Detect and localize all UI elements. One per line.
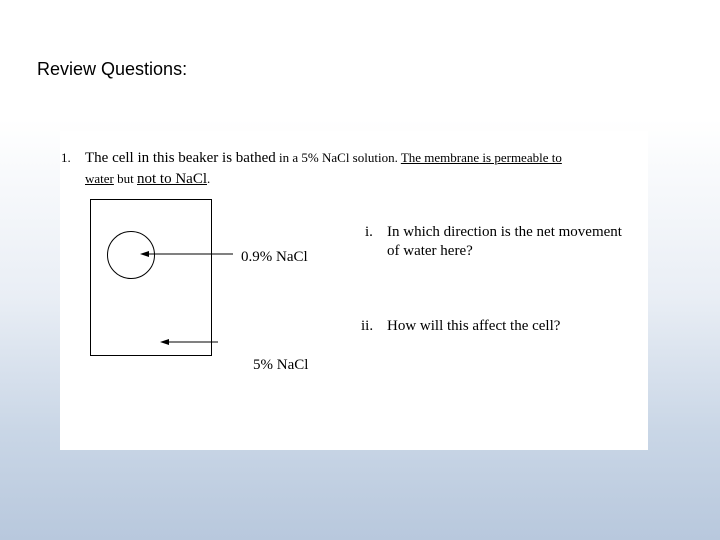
solution-arrowhead: [160, 339, 169, 345]
subquestion-i-line-2: of water here?: [387, 243, 473, 259]
but-word: but: [113, 171, 137, 186]
subquestion-ii-text: How will this affect the cell?: [387, 318, 561, 334]
water-word: water: [85, 171, 114, 186]
subquestion-i-number: i.: [365, 224, 373, 240]
question-text-part-2: in a 5% NaCl solution.: [275, 150, 401, 165]
diagram-arrows: [60, 131, 648, 450]
cell-concentration-label: 0.9% NaCl: [241, 249, 308, 265]
question-number: 1.: [61, 150, 71, 165]
period: .: [207, 171, 211, 186]
not-nacl-phrase: not to NaCl: [137, 171, 207, 187]
subquestion-i-line-1: In which direction is the net movement: [387, 224, 622, 240]
question-text-part-1: The cell in this beaker is bathed: [85, 150, 276, 166]
solution-concentration-label: 5% NaCl: [253, 357, 309, 373]
subquestion-ii-number: ii.: [361, 318, 374, 334]
cell-arrowhead: [140, 251, 149, 257]
membrane-statement: The membrane is permeable to: [400, 150, 562, 165]
slide-title: Review Questions:: [37, 59, 188, 79]
question-figure: [60, 131, 648, 450]
